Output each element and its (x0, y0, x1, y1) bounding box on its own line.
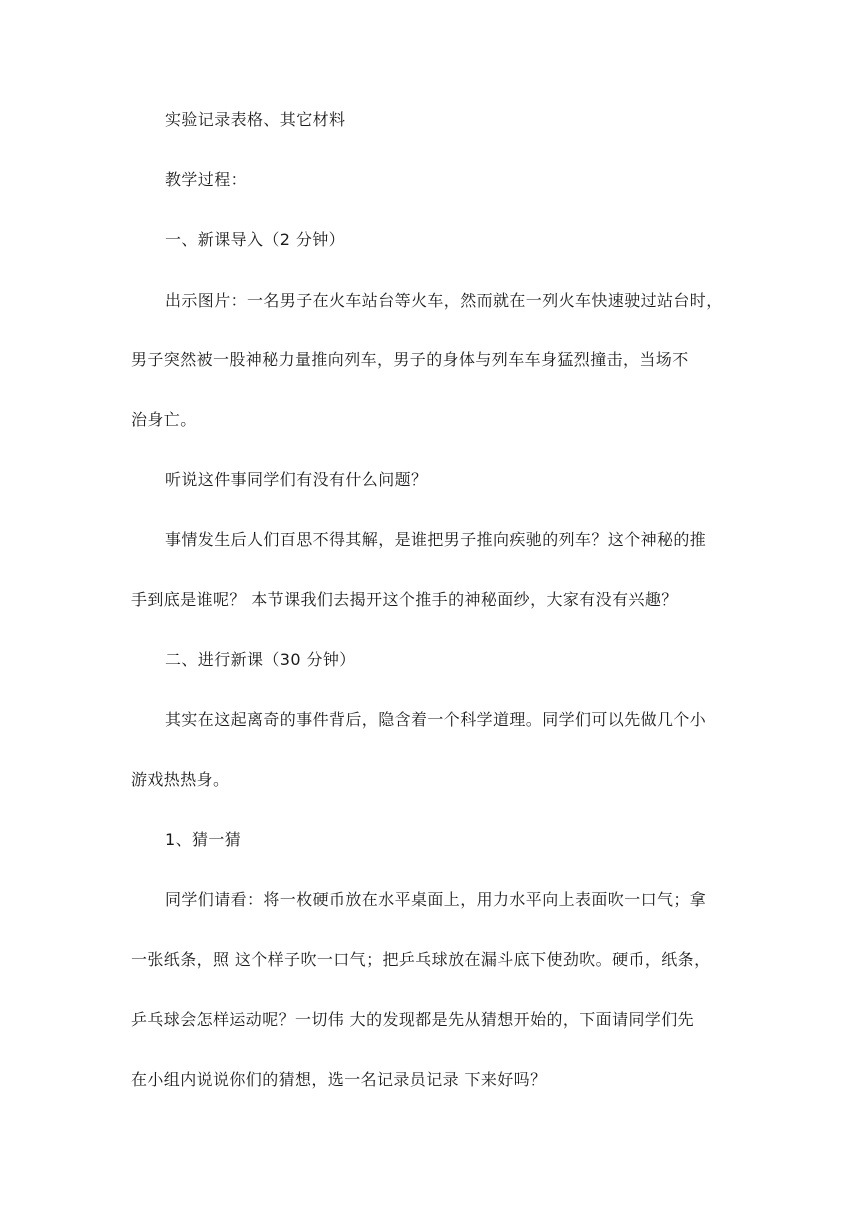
materials-line: 实验记录表格、其它材料 (165, 110, 346, 129)
paragraph-line: 同学们请看：将一枚硬币放在水平桌面上，用力水平向上表面吹一口气；拿 (165, 890, 707, 909)
paragraph-line: 手到底是谁呢？ 本节课我们去揭开这个推手的神秘面纱，大家有没有兴趣？ (131, 590, 678, 609)
teaching-process-heading: 教学过程： (165, 170, 248, 189)
paragraph-line: 游戏热热身。 (131, 770, 230, 789)
section-heading-intro: 一、新课导入（2 分钟） (165, 230, 346, 249)
paragraph-line: 其实在这起离奇的事件背后，隐含着一个科学道理。同学们可以先做几个小 (165, 710, 707, 729)
paragraph-line: 男子突然被一股神秘力量推向列车，男子的身体与列车车身猛烈撞击，当场不 (131, 350, 689, 369)
paragraph-line: 一张纸条，照 这个样子吹一口气；把乒乓球放在漏斗底下使劲吹。硬币，纸条， (131, 950, 711, 969)
paragraph-line: 事情发生后人们百思不得其解，是谁把男子推向疾驰的列车？这个神秘的推 (165, 530, 707, 549)
paragraph-line: 听说这件事同学们有没有什么问题？ (165, 470, 428, 489)
section-heading-new-lesson: 二、进行新课（30 分钟） (165, 650, 356, 669)
paragraph-line: 乒乓球会怎样运动呢？一切伟 大的发现都是先从猜想开始的，下面请同学们先 (131, 1010, 695, 1029)
paragraph-line: 治身亡。 (131, 410, 197, 429)
paragraph-line: 在小组内说说你们的猜想，选一名记录员记录 下来好吗？ (131, 1070, 547, 1089)
paragraph-line: 出示图片：一名男子在火车站台等火车，然而就在一列火车快速驶过站台时， (165, 291, 723, 310)
subsection-heading-guess: 1、猜一猜 (165, 830, 242, 849)
